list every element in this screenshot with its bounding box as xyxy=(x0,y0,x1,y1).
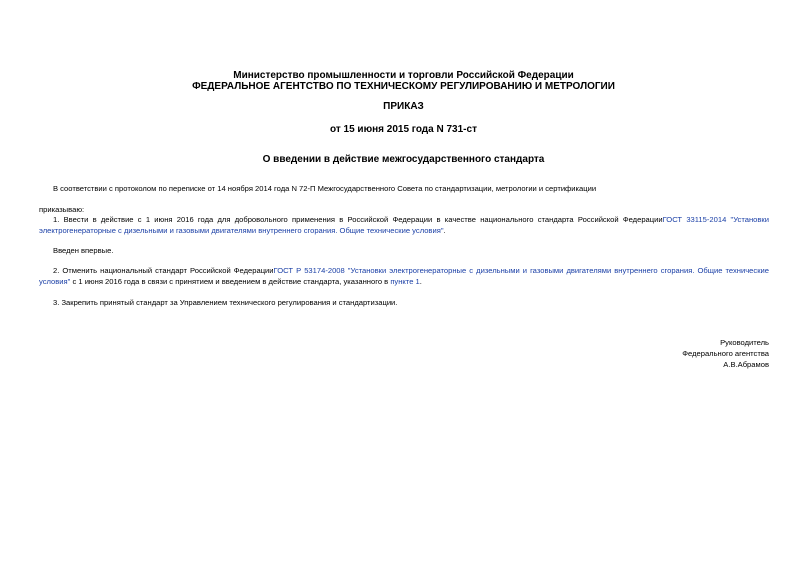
item-3-paragraph: 3. Закрепить принятый стандарт за Управлением технического регулирования и стандартизации. xyxy=(53,298,398,307)
gost-33115-2014-link[interactable]: ГОСТ 33115-2014 "Установки электрогенераторные с дизельными и газовыми двигателями внутреннего сгорания. Общие технические условия" xyxy=(39,215,769,235)
signature-title-1: Руководитель xyxy=(720,338,769,347)
doc-type-heading: ПРИКАЗ xyxy=(383,101,424,112)
signature-title-2: Федерального агентства xyxy=(682,349,769,358)
order-word: приказываю: xyxy=(39,205,85,214)
preamble-paragraph: В соответствии с протоколом по переписке от 14 ноября 2014 года N 72-П Межгосударственного Совета по стандартизации, метрологии и сертификации xyxy=(53,184,597,193)
item-1-end: . xyxy=(443,225,446,235)
signature-name: А.В.Абрамов xyxy=(723,360,769,369)
ministry-heading: Министерство промышленности и торговли Российской Федерации xyxy=(233,70,574,81)
doc-subject-heading: О введении в действие межгосударственного стандарта xyxy=(262,154,545,165)
item-1-reference-link[interactable]: пункте 1 xyxy=(390,276,420,286)
item-2-end: . xyxy=(419,276,422,286)
agency-heading: ФЕДЕРАЛЬНОЕ АГЕНТСТВО ПО ТЕХНИЧЕСКОМУ РЕГУЛИРОВАНИЮ И МЕТРОЛОГИИ xyxy=(192,81,615,92)
item-2-mid: с 1 июня 2016 года в связи с принятием и введением в действие стандарта, указанного в xyxy=(70,276,391,286)
item-2-paragraph xyxy=(39,266,769,287)
item-1-paragraph xyxy=(39,215,769,236)
doc-date-heading: от 15 июня 2015 года N 731-ст xyxy=(330,124,477,135)
gost-r-53174-2008-link[interactable]: ГОСТ Р 53174-2008 "Установки электрогенераторные с дизельными и газовыми двигателями внутреннего сгорания. Общие технические условия" xyxy=(39,266,769,286)
first-time-note: Введен впервые. xyxy=(53,246,114,255)
item-2-text: 2. Отменить национальный стандарт Российской Федерации xyxy=(53,266,274,275)
item-1-text: 1. Ввести в действие с 1 июня 2016 года для добровольного применения в Российской Федерации в качестве национального стандарта Российской Федерации xyxy=(53,215,663,224)
